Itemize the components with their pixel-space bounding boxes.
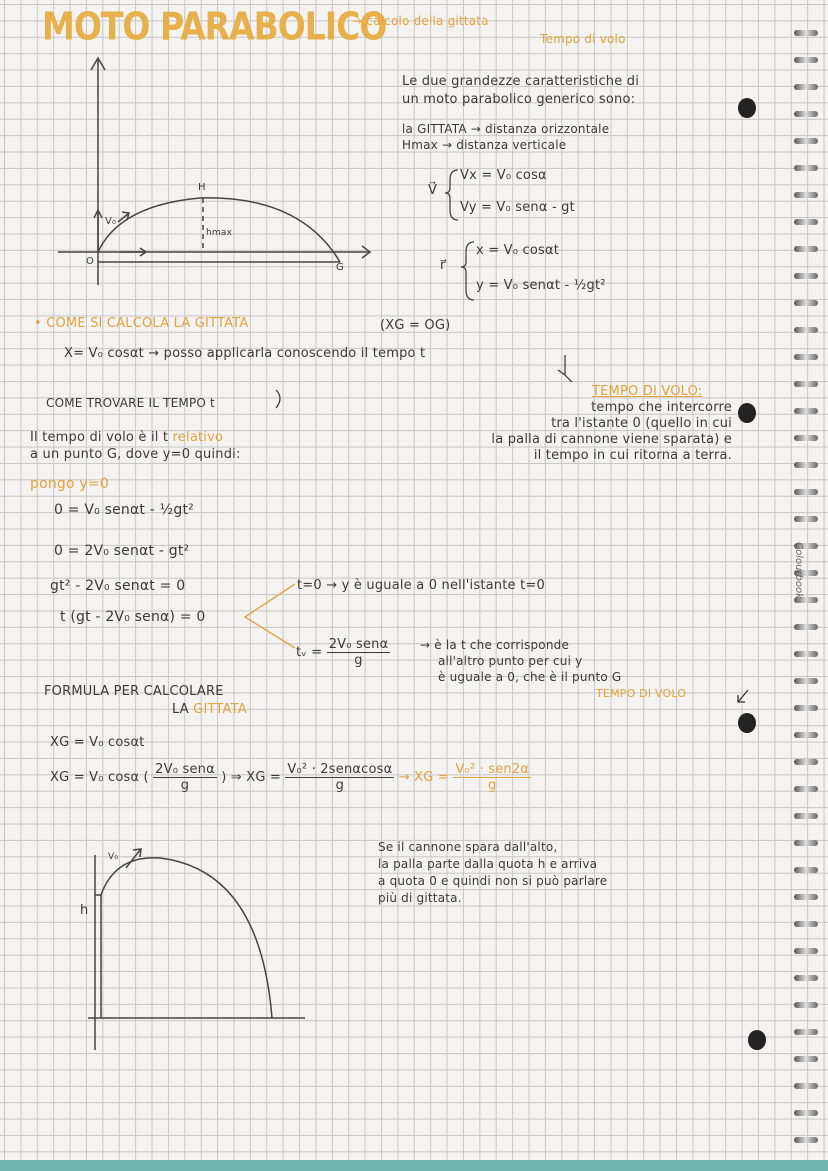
vx-eq: Vx = V₀ cosα [460, 168, 547, 183]
vy-eq: Vy = V₀ senα - gt [460, 200, 575, 215]
spiral-ring [794, 921, 818, 927]
intro-line: Le due grandezze caratteristiche di [402, 74, 640, 89]
spiral-ring [794, 1056, 818, 1062]
spiral-ring [794, 462, 818, 468]
spiral-ring [794, 813, 818, 819]
spiral-ring [794, 1137, 818, 1143]
position-symbol: r⃗ [440, 258, 446, 273]
spiral-ring [794, 273, 818, 279]
spiral-ring [794, 975, 818, 981]
equation: 0 = 2V₀ senαt - gt² [54, 543, 190, 559]
spiral-ring [794, 1029, 818, 1035]
tv-fraction [327, 637, 391, 668]
gittata-formula [453, 762, 531, 793]
highlight-gittata: GITTATA [193, 702, 247, 717]
tempo-volo-line: il tempo in cui ritorna a terra. [533, 448, 732, 463]
spiral-ring [794, 1002, 818, 1008]
text: → XG = [398, 770, 449, 785]
punch-hole [738, 713, 756, 733]
section-heading-gittata: • COME SI CALCOLA LA GITTATA [34, 316, 249, 331]
label-hmax: hmax [206, 228, 233, 238]
brand-logo: Colourbook [792, 542, 804, 599]
spiral-ring [794, 489, 818, 495]
formula-heading: FORMULA PER CALCOLARE [44, 684, 224, 699]
punch-hole [738, 403, 756, 423]
numerator: V₀² · 2senαcosα [287, 762, 393, 777]
label-o: O [86, 256, 95, 267]
equation: t (gt - 2V₀ senα) = 0 [60, 609, 206, 625]
intro-line: un moto parabolico generico sono: [402, 92, 636, 107]
spiral-ring [794, 381, 818, 387]
velocity-symbol: V⃗ [428, 183, 438, 198]
spiral-ring [794, 894, 818, 900]
spiral-ring [794, 435, 818, 441]
note-line: Se il cannone spara dall'alto, [378, 840, 558, 854]
spiral-ring [794, 327, 818, 333]
trajectory-diagram-1 [58, 58, 370, 285]
subtitle-gittata: → calcolo della gittata [352, 14, 489, 28]
spiral-ring [794, 651, 818, 657]
spiral-ring [794, 246, 818, 252]
spiral-ring [794, 30, 818, 36]
highlight-relativo: relativo [172, 430, 224, 445]
spiral-ring [794, 786, 818, 792]
tv-expl: all'altro punto per cui y [438, 654, 583, 668]
pongo-y0: pongo y=0 [30, 476, 109, 492]
tv-lhs: tᵥ = [296, 645, 323, 660]
tv-expl: è uguale a 0, che è il punto G [438, 670, 622, 684]
denominator: g [354, 653, 363, 668]
tempo-volo-line: tra l'istante 0 (quello in cui [551, 416, 732, 431]
tempo-volo-label: TEMPO DI VOLO: [592, 384, 703, 399]
note-line: a quota 0 e quindi non si può parlare [378, 874, 608, 888]
label-v0: V₀ [105, 216, 117, 227]
trajectory-diagram-2 [88, 849, 305, 1050]
denominator: g [180, 778, 190, 793]
tempo-volo-line: tempo che intercorre [591, 400, 732, 415]
equation: gt² - 2V₀ senαt = 0 [50, 578, 186, 594]
label-g: G [336, 262, 344, 273]
denominator: g [335, 778, 345, 793]
note-line: la palla parte dalla quota h e arriva [378, 857, 598, 871]
punch-hole [748, 1030, 766, 1050]
fraction [153, 762, 217, 793]
tv-label: TEMPO DI VOLO [596, 687, 687, 700]
branch-tv [296, 637, 390, 668]
spiral-ring [794, 759, 818, 765]
find-t-line2: a un punto G, dove y=0 quindi: [30, 447, 241, 462]
spiral-ring [794, 408, 818, 414]
find-t-heading: COME TROVARE IL TEMPO t [46, 396, 215, 410]
label-h: H [198, 182, 206, 193]
spiral-ring [794, 840, 818, 846]
bullet-hmax: Hmax → distanza verticale [402, 138, 567, 152]
tv-expl: → è la t che corrisponde [420, 638, 570, 652]
text: XG = V₀ cosα ( [50, 770, 149, 785]
arrow-icon [738, 690, 748, 702]
x-eq: x = V₀ cosαt [476, 243, 560, 258]
bullet-gittata: la GITTATA → distanza orizzontale [402, 122, 610, 136]
numerator: 2V₀ senα [328, 637, 389, 652]
spiral-ring [794, 1110, 818, 1116]
tempo-volo-line: la palla di cannone viene sparata) e [491, 432, 732, 447]
spiral-ring [794, 57, 818, 63]
spiral-ring [794, 192, 818, 198]
spiral-ring [794, 867, 818, 873]
branch-t0: t=0 → y è uguale a 0 nell'istante t=0 [297, 578, 545, 593]
spiral-ring [794, 516, 818, 522]
find-t-line1 [30, 430, 223, 445]
spiral-ring [794, 948, 818, 954]
section-note: (XG = OG) [380, 318, 451, 333]
subtitle-tempo: Tempo di volo [540, 32, 626, 46]
x-eq-main: X= V₀ cosαt → posso applicarla conoscendo il tempo t [64, 346, 426, 361]
spiral-ring [794, 354, 818, 360]
text: LA [172, 702, 194, 717]
spiral-ring [794, 111, 818, 117]
punch-hole [738, 98, 756, 118]
spiral-ring [794, 165, 818, 171]
spiral-ring [794, 678, 818, 684]
numerator: 2V₀ senα [155, 762, 215, 777]
note-line: più di gittata. [378, 891, 462, 905]
denominator: g [487, 778, 497, 793]
spiral-ring [794, 732, 818, 738]
spiral-ring [794, 138, 818, 144]
equation: 0 = V₀ senαt - ½gt² [54, 502, 194, 518]
label-v0: V₀ [108, 852, 119, 862]
fraction [285, 762, 394, 793]
formula-heading2 [172, 702, 247, 717]
branch-lines [245, 584, 295, 648]
label-h: h [80, 903, 89, 918]
spiral-ring [794, 705, 818, 711]
xg-eq1: XG = V₀ cosαt [50, 735, 145, 750]
xg-eq2 [50, 762, 531, 793]
spiral-ring [794, 219, 818, 225]
page-title: MOTO PARABOLICO [42, 4, 387, 49]
spiral-ring [794, 1083, 818, 1089]
system-braces [445, 170, 474, 300]
y-eq: y = V₀ senαt - ½gt² [476, 278, 606, 293]
spiral-ring [794, 84, 818, 90]
numerator: V₀² · sen2α [455, 762, 530, 777]
arrow-icon [276, 390, 280, 408]
arrow-icon [558, 355, 572, 382]
text: Il tempo di volo è il t [30, 430, 173, 445]
text: ) ⇒ XG = [221, 770, 282, 785]
spiral-ring [794, 624, 818, 630]
bottom-stripe [0, 1160, 828, 1171]
spiral-ring [794, 300, 818, 306]
